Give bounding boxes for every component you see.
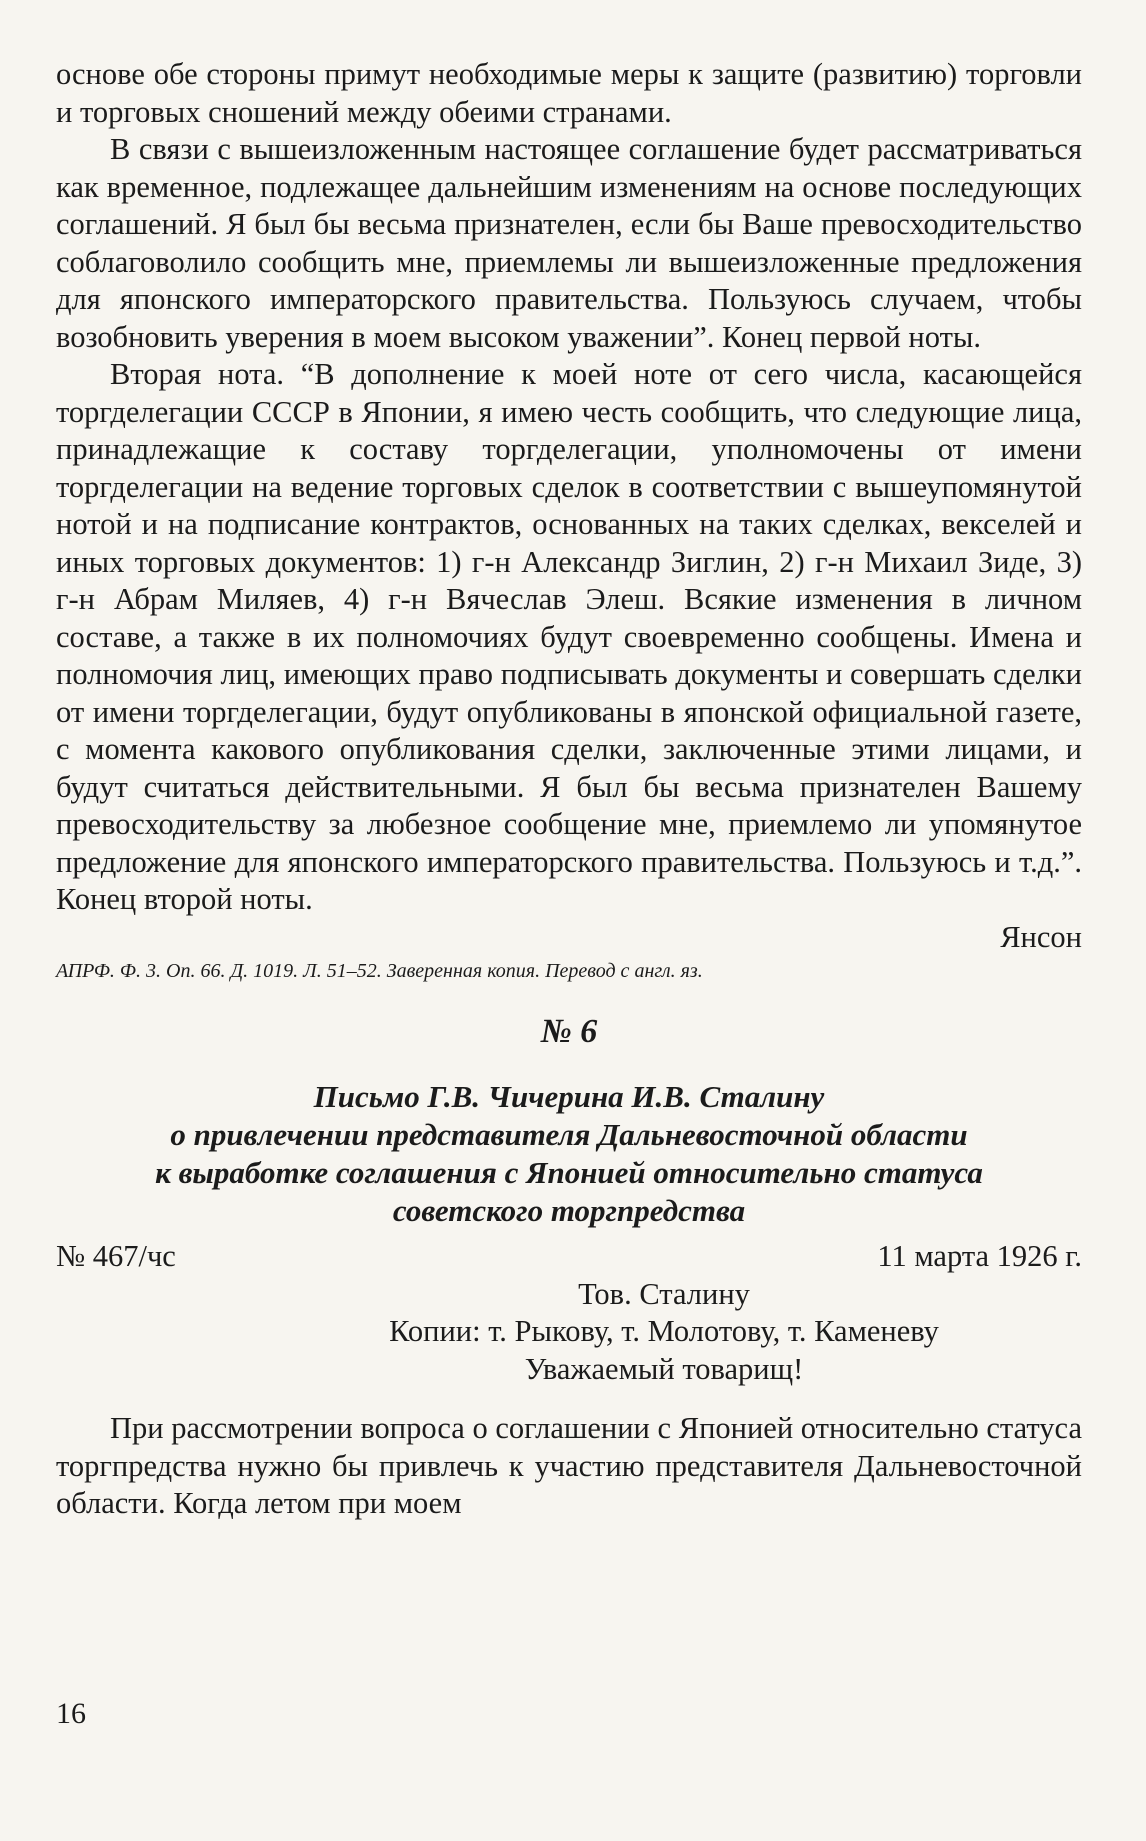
paragraph-second-note: Вторая нота. “В дополнение к моей ноте от сего числа, касающейся торгделегации СССР в Японии, я имею честь сообщить, что следующие лица, принадлежащие к составу торгделегации, уполномочены от имени торгделегации на ведение торговых сделок в соответствии с вышеупомянутой нотой и на подписание контрактов, основанных на таких сделках, векселей и иных торговых документов: 1) г-н Александр Зиглин, 2) г-н Михаил Зиде, 3) г-н Абрам Миляев, 4) г-н Вячеслав Элеш. Всякие изменения в личном составе, а также в их полномочиях будут своевременно сообщены. Имена и полномочия лиц, имеющих право подписывать документы и совершать сделки от имени торгделегации, будут опубликованы в японской официальной газете, с момента какового опубликования сделки, заключенные этими лицами, и будут считаться действительными. Я был бы весьма признателен Вашему превосходительству за любезное сообщение мне, приемлемо ли упомянутое предложение для японского императорского правительства. Пользуюсь и т.д.”. Конец второй ноты. [56, 357, 1082, 916]
document-date: 11 марта 1926 г. [877, 1239, 1082, 1273]
salutation: Уважаемый товарищ! [524, 1351, 804, 1386]
document-title-line: к выработке соглашения с Японией относительно статуса [155, 1155, 983, 1190]
document-title-line: советского торгпредства [392, 1193, 746, 1228]
document-title-line: Письмо Г.В. Чичерина И.В. Сталину [313, 1079, 825, 1114]
paragraph-continuation: основе обе стороны примут необходимые меры к защите (развитию) торговли и торговых сношений между обеими странами. [56, 57, 1082, 129]
addressee: Тов. Сталину [578, 1276, 750, 1311]
paragraph-first-note-end: В связи с вышеизложенным настоящее соглашение будет рассматриваться как временное, подлежащее дальнейшим изменениям на основе последующих соглашений. Я был бы весьма признателен, если бы Ваше превосходительство соблаговолило сообщить мне, приемлемы ли вышеизложенные предложения для японского императорского правительства. Пользуюсь случаем, чтобы возобновить уверения в моем высоком уважении”. Конец первой ноты. [56, 132, 1082, 354]
document-meta-row [56, 1238, 1082, 1276]
page-number: 16 [56, 1697, 86, 1730]
document-title [56, 1078, 1082, 1230]
document-number: № 6 [540, 1013, 598, 1050]
document-title-line: о привлечении представителя Дальневосточной области [170, 1117, 968, 1152]
page-text [56, 56, 1082, 1523]
signature-yanson: Янсон [1000, 919, 1082, 954]
letter-body-paragraph: При рассмотрении вопроса о соглашении с Японией относительно статуса торгпредства нужно бы привлечь к участию представителя Дальневосточной области. Когда летом при моем [56, 1411, 1082, 1520]
copies-recipients: Копии: т. Рыкову, т. Молотову, т. Каменеву [389, 1314, 939, 1348]
archive-source-note: АПРФ. Ф. 3. Оп. 66. Д. 1019. Л. 51–52. Заверенная копия. Перевод с англ. яз. [56, 960, 703, 982]
reference-number: № 467/чс [56, 1239, 176, 1273]
